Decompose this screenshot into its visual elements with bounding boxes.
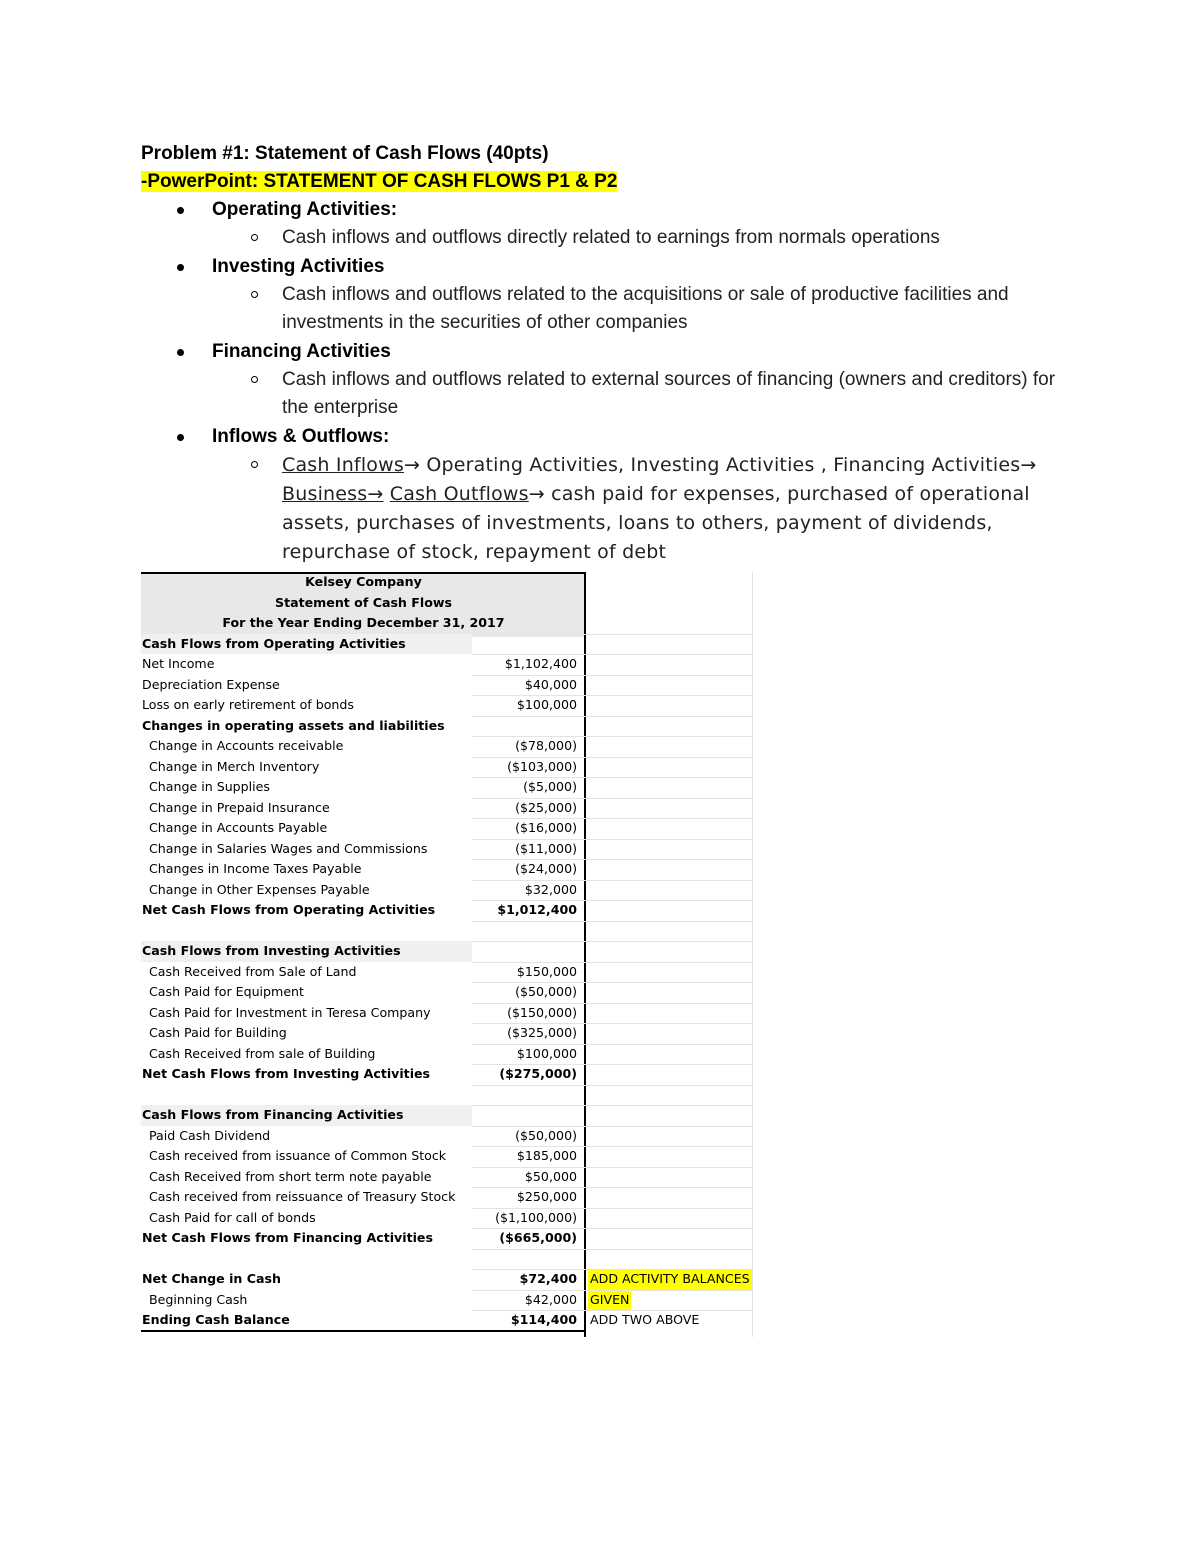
circle-bullet-icon bbox=[251, 376, 258, 383]
row-value: $150,000 bbox=[516, 963, 577, 979]
powerpoint-reference-text: -PowerPoint: STATEMENT OF CASH FLOWS P1 & P2 bbox=[141, 171, 618, 192]
section-heading: Investing Activities bbox=[212, 255, 385, 277]
grid-line bbox=[472, 1269, 753, 1270]
grid-line bbox=[472, 1064, 753, 1065]
spacer-row bbox=[141, 1085, 753, 1106]
notes-section bbox=[141, 140, 1061, 567]
cash-flow-statement bbox=[141, 572, 753, 1331]
bullet-icon bbox=[177, 434, 184, 441]
row-value: $1,102,400 bbox=[504, 656, 577, 671]
grid-line bbox=[472, 941, 753, 942]
operating-net-row bbox=[141, 900, 753, 921]
table-row bbox=[141, 1044, 753, 1065]
row-label: Ending Cash Balance bbox=[142, 1312, 290, 1327]
grid-line bbox=[472, 757, 753, 758]
beginning-cash-row bbox=[141, 1290, 753, 1311]
row-label: Changes in Income Taxes Payable bbox=[149, 861, 362, 876]
grid-line bbox=[472, 880, 753, 881]
grid-line bbox=[472, 1187, 753, 1188]
table-row bbox=[141, 818, 753, 839]
financing-heading: Cash Flows from Financing Activities bbox=[142, 1107, 404, 1122]
statement-name: Statement of Cash Flows bbox=[275, 594, 452, 610]
row-label: Net Income bbox=[142, 656, 215, 671]
row-value: $100,000 bbox=[516, 1045, 577, 1061]
row-value: $50,000 bbox=[524, 1168, 577, 1184]
annotation-note: ADD ACTIVITY BALANCES bbox=[588, 1269, 752, 1290]
section-heading: Financing Activities bbox=[212, 340, 391, 362]
grid-line bbox=[472, 921, 753, 922]
list-item-financing bbox=[141, 338, 1061, 423]
table-row bbox=[141, 1003, 753, 1024]
arrow-icon: → bbox=[1020, 453, 1037, 476]
grid-line bbox=[472, 1003, 753, 1004]
bullet-icon bbox=[177, 207, 184, 214]
section-description bbox=[212, 281, 1061, 338]
grid-line bbox=[472, 1105, 753, 1106]
arrow-icon: → bbox=[528, 482, 545, 505]
grid-line bbox=[472, 1208, 753, 1209]
operating-heading: Cash Flows from Operating Activities bbox=[142, 635, 406, 651]
row-label: Beginning Cash bbox=[149, 1291, 248, 1307]
row-label: Cash Paid for call of bonds bbox=[149, 1209, 316, 1225]
row-value: ($275,000) bbox=[499, 1066, 577, 1081]
grid-line bbox=[472, 736, 753, 737]
arrow-icon: → bbox=[403, 453, 421, 476]
financing-heading-row bbox=[141, 1105, 753, 1126]
grid-line bbox=[472, 1290, 753, 1291]
table-row bbox=[141, 1126, 753, 1147]
table-row bbox=[141, 1167, 753, 1188]
grid-line bbox=[472, 1167, 753, 1168]
grid-line bbox=[472, 675, 753, 676]
row-label: Net Change in Cash bbox=[142, 1271, 281, 1286]
row-label: Change in Merch Inventory bbox=[149, 758, 320, 774]
section-description bbox=[212, 366, 1061, 423]
table-row bbox=[141, 880, 753, 901]
row-value: ($325,000) bbox=[507, 1025, 577, 1040]
table-bottom-border bbox=[141, 1330, 586, 1332]
statement-company: Kelsey Company bbox=[305, 574, 422, 589]
annotation-note: ADD TWO ABOVE bbox=[590, 1312, 700, 1327]
grid-line bbox=[472, 777, 753, 778]
table-row bbox=[141, 1023, 753, 1044]
operating-heading-row bbox=[141, 634, 753, 655]
grid-line bbox=[472, 716, 753, 717]
row-value: ($50,000) bbox=[515, 1127, 577, 1143]
bullet-icon bbox=[177, 349, 184, 356]
row-label: Cash received from issuance of Common Stock bbox=[149, 1148, 447, 1163]
section-description bbox=[212, 224, 1061, 253]
row-value: ($78,000) bbox=[515, 738, 577, 753]
row-value: ($103,000) bbox=[507, 758, 577, 774]
table-row bbox=[141, 798, 753, 819]
grid-line bbox=[472, 818, 753, 819]
activities-list bbox=[141, 196, 1061, 567]
table-row bbox=[141, 736, 753, 757]
row-value: $72,400 bbox=[519, 1271, 577, 1286]
section-heading: Inflows & Outflows: bbox=[212, 425, 390, 447]
table-row bbox=[141, 1187, 753, 1208]
row-value: $100,000 bbox=[516, 697, 577, 712]
row-value: ($24,000) bbox=[515, 861, 577, 876]
ending-cash-row bbox=[141, 1310, 753, 1331]
grid-line bbox=[472, 1146, 753, 1147]
grid-line bbox=[472, 1228, 753, 1229]
table-row bbox=[141, 777, 753, 798]
grid-line bbox=[472, 798, 753, 799]
grid-line bbox=[472, 634, 753, 635]
statement-period: For the Year Ending December 31, 2017 bbox=[222, 615, 505, 630]
financing-net-row bbox=[141, 1228, 753, 1249]
row-label: Net Cash Flows from Investing Activities bbox=[142, 1066, 431, 1081]
row-value: $185,000 bbox=[516, 1148, 577, 1163]
row-label: Change in Salaries Wages and Commissions bbox=[149, 840, 428, 856]
row-label: Cash Received from Sale of Land bbox=[149, 963, 357, 979]
table-row bbox=[141, 839, 753, 860]
grid-line bbox=[472, 695, 753, 696]
row-label: Cash Paid for Investment in Teresa Company bbox=[149, 1004, 431, 1020]
table-row bbox=[141, 859, 753, 880]
row-value: ($16,000) bbox=[515, 820, 577, 835]
table-row bbox=[141, 654, 753, 675]
row-value: $32,000 bbox=[524, 881, 577, 897]
powerpoint-reference bbox=[141, 168, 1061, 196]
problem-title: Problem #1: Statement of Cash Flows (40pts) bbox=[141, 143, 549, 164]
grid-line bbox=[472, 859, 753, 860]
section-heading: Operating Activities: bbox=[212, 199, 398, 220]
row-label: Net Cash Flows from Financing Activities bbox=[142, 1230, 433, 1245]
grid-line bbox=[472, 839, 753, 840]
flows-description bbox=[212, 451, 1061, 567]
flows-text-2: cash paid for expenses, purchased of operational assets, purchases of investments, loans to others, payment of dividends, repurchase of stock, repayment of debt bbox=[282, 482, 1030, 563]
net-change-row bbox=[141, 1269, 753, 1290]
row-value: $42,000 bbox=[524, 1291, 577, 1307]
changes-heading: Changes in operating assets and liabilities bbox=[142, 717, 445, 733]
grid-line bbox=[472, 1310, 753, 1311]
annotation-note: GIVEN bbox=[588, 1290, 631, 1311]
row-value: ($1,100,000) bbox=[495, 1209, 577, 1225]
row-label: Depreciation Expense bbox=[142, 676, 280, 692]
row-value: $250,000 bbox=[516, 1189, 577, 1204]
spacer-row bbox=[141, 1249, 753, 1270]
row-label: Cash Paid for Building bbox=[149, 1025, 287, 1040]
cash-outflows-term: Cash Outflows bbox=[389, 482, 529, 505]
row-label: Change in Accounts receivable bbox=[149, 738, 344, 753]
investing-heading-row bbox=[141, 941, 753, 962]
investing-heading: Cash Flows from Investing Activities bbox=[142, 943, 401, 958]
row-label: Net Cash Flows from Operating Activities bbox=[142, 902, 436, 917]
table-row bbox=[141, 1146, 753, 1167]
cash-inflows-term: Cash Inflows bbox=[282, 453, 404, 476]
grid-line bbox=[472, 900, 753, 901]
list-item-operating bbox=[141, 196, 1061, 253]
grid-line bbox=[472, 1023, 753, 1024]
grid-line bbox=[472, 962, 753, 963]
grid-line bbox=[472, 1126, 753, 1127]
circle-bullet-icon bbox=[251, 291, 258, 298]
row-label: Cash Received from short term note payable bbox=[149, 1168, 432, 1184]
row-label: Change in Accounts Payable bbox=[149, 820, 328, 835]
table-row bbox=[141, 962, 753, 983]
row-value: ($665,000) bbox=[499, 1230, 577, 1245]
circle-bullet-icon bbox=[251, 234, 258, 241]
table-row bbox=[141, 757, 753, 778]
row-label: Change in Other Expenses Payable bbox=[149, 881, 370, 897]
section-text: Cash inflows and outflows directly related to earnings from normals operations bbox=[282, 227, 940, 248]
row-value: ($5,000) bbox=[523, 779, 577, 794]
grid-line bbox=[472, 982, 753, 983]
row-value: $114,400 bbox=[510, 1312, 577, 1327]
row-label: Change in Prepaid Insurance bbox=[149, 799, 330, 815]
spacer-row bbox=[141, 921, 753, 942]
row-label: Change in Supplies bbox=[149, 779, 270, 794]
investing-net-row bbox=[141, 1064, 753, 1085]
business-term: Business bbox=[282, 482, 368, 505]
bullet-icon bbox=[177, 264, 184, 271]
grid-line bbox=[472, 1249, 753, 1250]
table-row bbox=[141, 1208, 753, 1229]
row-label: Cash received from reissuance of Treasury Stock bbox=[149, 1189, 456, 1204]
row-label: Paid Cash Dividend bbox=[149, 1127, 271, 1143]
arrow-icon: → bbox=[367, 482, 384, 505]
flows-text-1: Operating Activities, Investing Activities , Financing Activities bbox=[420, 453, 1021, 476]
list-item-inflows-outflows bbox=[141, 423, 1061, 567]
row-value: ($11,000) bbox=[515, 840, 577, 856]
row-value: ($25,000) bbox=[515, 799, 577, 815]
table-row bbox=[141, 695, 753, 716]
grid-line bbox=[472, 1085, 753, 1086]
row-value: ($50,000) bbox=[515, 984, 577, 999]
row-value: $40,000 bbox=[524, 676, 577, 692]
row-label: Loss on early retirement of bonds bbox=[142, 697, 354, 712]
list-item-investing bbox=[141, 253, 1061, 338]
row-label: Cash Received from sale of Building bbox=[149, 1045, 376, 1061]
circle-bullet-icon bbox=[251, 461, 258, 468]
changes-heading-row bbox=[141, 716, 753, 737]
grid-line bbox=[472, 1044, 753, 1045]
section-text: Cash inflows and outflows related to the acquisitions or sale of productive facilities and investments in the securities of other companies bbox=[282, 283, 1009, 333]
table-row bbox=[141, 675, 753, 696]
grid-line bbox=[472, 654, 753, 655]
section-text: Cash inflows and outflows related to external sources of financing (owners and creditors) for the enterprise bbox=[282, 368, 1056, 418]
row-value: $1,012,400 bbox=[497, 902, 577, 917]
row-label: Cash Paid for Equipment bbox=[149, 984, 304, 999]
table-row bbox=[141, 982, 753, 1003]
row-value: ($150,000) bbox=[507, 1004, 577, 1020]
